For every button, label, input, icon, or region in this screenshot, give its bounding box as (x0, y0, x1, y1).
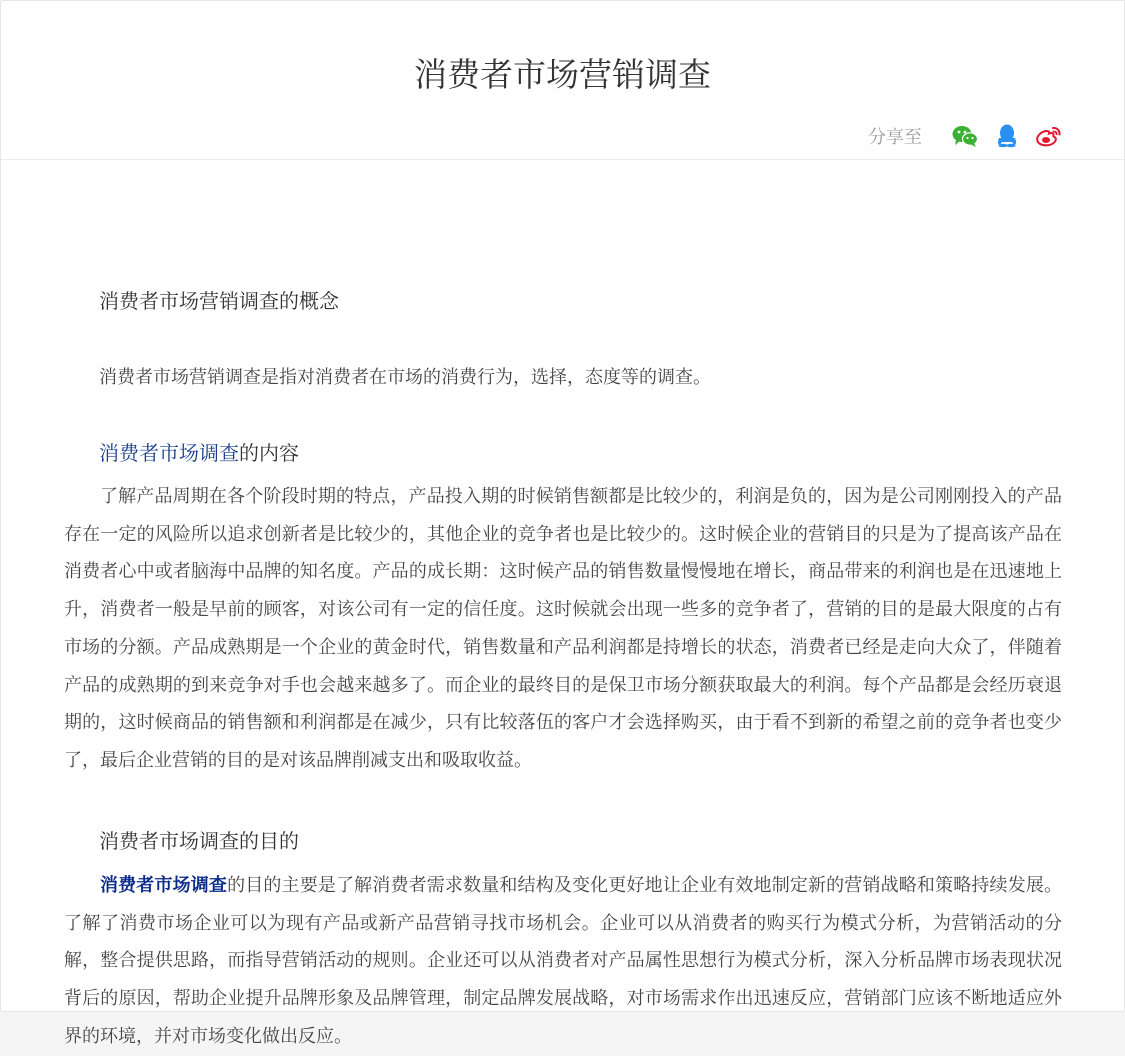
page-title: 消费者市场营销调查 (414, 55, 711, 94)
consumer-market-survey-link[interactable]: 消费者市场调查 (99, 441, 239, 465)
wechat-icon[interactable] (952, 123, 978, 149)
consumer-market-survey-bold-link[interactable]: 消费者市场调查 (100, 875, 228, 896)
section-title-concept: 消费者市场营销调查的概念 (99, 289, 339, 313)
qq-icon[interactable] (994, 123, 1020, 149)
section-body-content: 了解产品周期在各个阶段时期的特点，产品投入期的时候销售额都是比较少的，利润是负的，因为是公司刚刚投入的产品存在一定的风险所以追求创新者是比较少的，其他企业的竞争者也是比较少的。这时候企业的营销目的只是为了提高该产品在消费者心中或者脑海中品牌的知名度。产品的成长期：这时候产品的销售数量慢慢地在增长，商品带来的利润也是在迅速地上升，消费者一般是早前的顾客，对该公司有一定的信任度。这时候就会出现一些多的竞争者了，营销的目的是最大限度的占有市场的分额。产品成熟期是一个企业的黄金时代，销售数量和产品利润都是持增长的状态，消费者已经是走向大众了，伴随着产品的成熟期的到来竞争对手也会越来越多了。而企业的最终目的是保卫市场分额获取最大的利润。每个产品都是会经历衰退期的，这时候商品的销售额和利润都是在减少，只有比较落伍的客户才会选择购买，由于看不到新的希望之前的竞争者也变少了，最后企业营销的目的是对该品牌削减支出和吸取收益。 (64, 486, 1062, 771)
share-bar (868, 122, 1062, 150)
section-title-purpose: 消费者市场调查的目的 (99, 829, 299, 853)
share-label: 分享至 (868, 127, 922, 148)
weibo-icon[interactable] (1036, 123, 1062, 149)
section-title-content-rest: 的内容 (239, 441, 299, 465)
section-body-concept: 消费者市场营销调查是指对消费者在市场的消费行为，选择，态度等的调查。 (99, 367, 711, 388)
section-title-content (99, 439, 299, 467)
article-header (1, 1, 1124, 160)
section-body-purpose (64, 867, 1062, 1056)
section-body-purpose-rest: 的目的主要是了解消费者需求数量和结构及变化更好地让企业有效地制定新的营销战略和策略持续发展。了解了消费市场企业可以为现有产品或新产品营销寻找市场机会。企业可以从消费者的购买行为模式分析，为营销活动的分解，整合提供思路，而指导营销活动的规则。企业还可以从消费者对产品属性思想行为模式分析，深入分析品牌市场表现状况背后的原因，帮助企业提升品牌形象及品牌管理，制定品牌发展战略，对市场需求作出迅速反应，营销部门应该不断地适应外界的环境，并对市场变化做出反应。 (64, 875, 1062, 1047)
